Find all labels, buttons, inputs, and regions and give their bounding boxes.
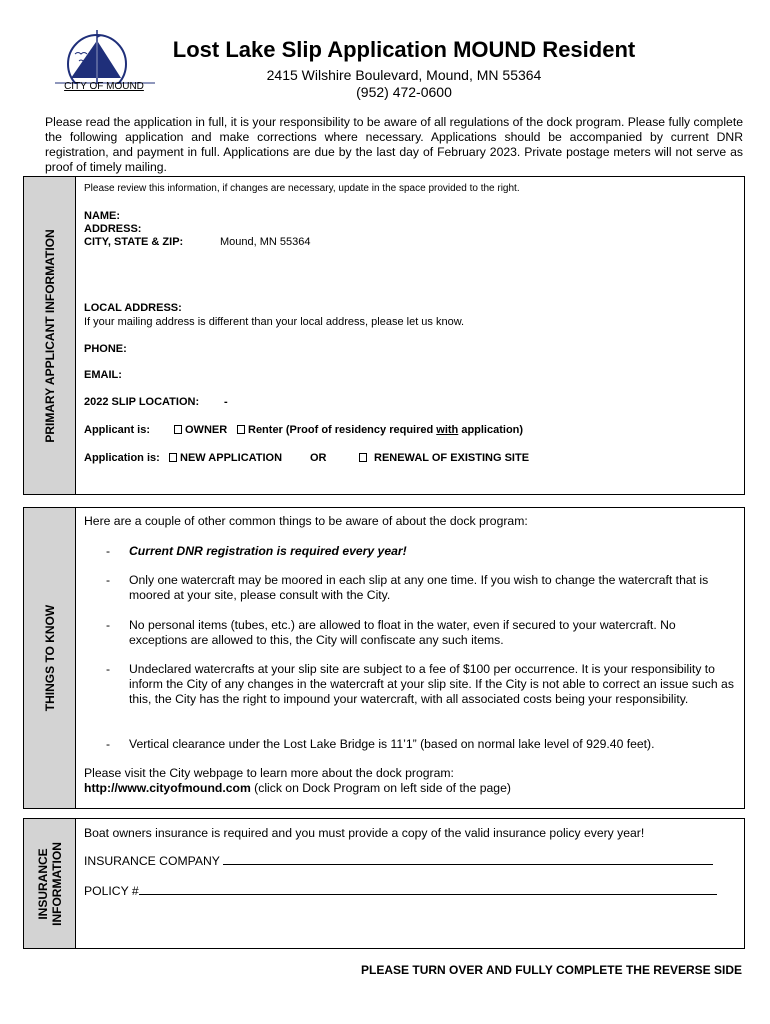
renewal-checkbox[interactable]: [359, 453, 367, 462]
phone-label: PHONE:: [84, 343, 127, 355]
applicant-is-label: Applicant is:: [84, 424, 151, 436]
visit-text: Please visit the City webpage to learn more about the dock program:: [84, 766, 454, 780]
section-label: THINGS TO KNOW: [42, 604, 57, 712]
insurance-note: Boat owners insurance is required and you must provide a copy of the valid insurance policy every year!: [84, 826, 645, 840]
footer-instruction: PLEASE TURN OVER AND FULLY COMPLETE THE REVERSE SIDE: [361, 963, 742, 977]
office-phone: (952) 472-0600: [356, 84, 452, 100]
things-to-know-section: [23, 507, 745, 809]
new-application-option[interactable]: NEW APPLICATION: [169, 452, 282, 464]
new-application-checkbox[interactable]: [169, 453, 177, 462]
website-link[interactable]: http://www.cityofmound.com: [84, 781, 251, 795]
section-label: INSURANCE INFORMATION: [35, 841, 64, 926]
local-address-note: If your mailing address is different than your local address, please let us know.: [84, 316, 465, 328]
list-item: Current DNR registration is required every year!: [129, 544, 407, 558]
slip-location-label: 2022 SLIP LOCATION:: [84, 396, 200, 408]
local-address-label: LOCAL ADDRESS:: [84, 302, 182, 314]
bullet-marker: -: [106, 573, 111, 587]
list-item: Vertical clearance under the Lost Lake Bridge is 11’1” (based on normal lake level of 929.40 feet).: [129, 737, 655, 751]
primary-applicant-section: [23, 176, 745, 495]
insurance-company-input-line[interactable]: [223, 864, 713, 865]
list-item: Only one watercraft may be moored in each slip at any one time. If you wish to change the watercraft that is moored at your site, please consult with the City.: [129, 573, 709, 602]
section-sidebar: [24, 177, 76, 494]
name-label: NAME:: [84, 210, 121, 222]
or-text: OR: [310, 452, 327, 464]
address-label: ADDRESS:: [84, 223, 142, 235]
section-label: PRIMARY APPLICANT INFORMATION: [42, 228, 57, 443]
list-item: No personal items (tubes, etc.) are allowed to float in the water, even if secured to your watercraft. No exceptions are allowed to this, the City will confiscate any such items.: [129, 618, 676, 647]
renter-checkbox[interactable]: [237, 425, 245, 434]
bullet-marker: -: [106, 544, 111, 558]
website-line: http://www.cityofmound.com (click on Dock Program on left side of the page): [84, 781, 511, 795]
owner-option[interactable]: OWNER: [174, 424, 227, 436]
things-intro: Here are a couple of other common things to be aware of about the dock program:: [84, 514, 528, 528]
logo-text: CITY OF MOUND: [64, 81, 144, 92]
intro-paragraph: Please read the application in full, it is your responsibility to be aware of all regulations of the dock program. Please fully complete the following application and make corrections where necessary. Applications should be accompanied by current DNR registration, and payment in full. Applications are due by the last day of February 2023. Private postage meters will not serve as proof of timely mailing.: [45, 115, 743, 174]
insurance-section: [23, 818, 745, 949]
bullet-marker: -: [106, 618, 111, 632]
review-note: Please review this information, if changes are necessary, update in the space provided to the right.: [84, 183, 520, 194]
office-address: 2415 Wilshire Boulevard, Mound, MN 55364: [266, 67, 542, 83]
list-item: Undeclared watercrafts at your slip site are subject to a fee of $100 per occurrence. It is your responsibility to inform the City of any changes in the watercraft at your slip site. If the City is not able to correct an issue such as this, the City has the right to impound your watercraft, with all associated costs being your responsibility.: [129, 662, 734, 706]
renter-option[interactable]: Renter (Proof of residency required with application): [237, 424, 523, 436]
city-value[interactable]: Mound, MN 55364: [220, 236, 311, 248]
bullet-marker: -: [106, 737, 111, 751]
city-label: CITY, STATE & ZIP:: [84, 236, 184, 248]
application-is-label: Application is:: [84, 452, 160, 464]
policy-number-input-line[interactable]: [139, 894, 717, 895]
section-sidebar: [24, 819, 76, 948]
page-title: Lost Lake Slip Application MOUND Resident: [172, 37, 636, 62]
insurance-company-field[interactable]: INSURANCE COMPANY: [84, 854, 713, 868]
renewal-option[interactable]: RENEWAL OF EXISTING SITE: [359, 452, 529, 464]
section-sidebar: [24, 508, 76, 808]
policy-number-field[interactable]: POLICY #: [84, 884, 717, 898]
slip-location-value[interactable]: -: [224, 396, 228, 408]
email-label: EMAIL:: [84, 369, 122, 381]
bullet-marker: -: [106, 662, 111, 676]
owner-checkbox[interactable]: [174, 425, 182, 434]
